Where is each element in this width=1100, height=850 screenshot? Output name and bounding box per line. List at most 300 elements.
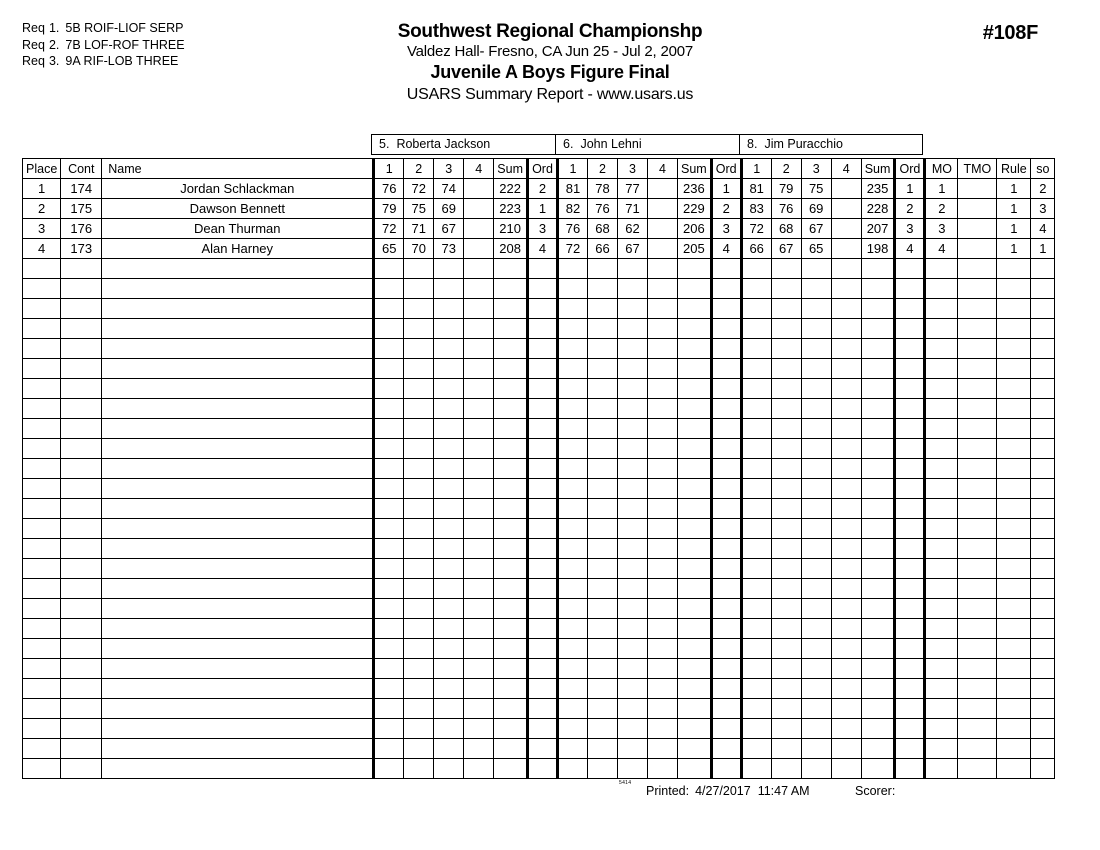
cell-mark: [831, 259, 861, 279]
cell-mo: [925, 759, 958, 779]
cell-mark: 76: [557, 219, 587, 239]
cell-so: [1031, 419, 1055, 439]
cell-sum: 205: [677, 239, 711, 259]
cell-sum: [494, 759, 528, 779]
cell-mark: [831, 179, 861, 199]
cell-sum: [677, 599, 711, 619]
cell-mark: [831, 239, 861, 259]
judge-header: [371, 134, 555, 155]
cell-mark: [434, 759, 464, 779]
cell-mark: [831, 619, 861, 639]
cell-mark: [771, 399, 801, 419]
cell-sum: [494, 419, 528, 439]
cell-ordinal: [527, 719, 557, 739]
cell-mark: 69: [434, 199, 464, 219]
cell-mark: [647, 579, 677, 599]
cell-mo: [925, 459, 958, 479]
cell-sum: [494, 359, 528, 379]
cell-mark: [587, 339, 617, 359]
cell-mark: [831, 279, 861, 299]
cell-place: [23, 279, 61, 299]
cell-sum: [861, 499, 895, 519]
cell-mark: [374, 619, 404, 639]
cell-sum: [677, 399, 711, 419]
cell-mark: [831, 579, 861, 599]
cell-mark: [404, 719, 434, 739]
cell-tmo: [958, 679, 997, 699]
cell-mark: [464, 639, 494, 659]
cell-mark: [557, 479, 587, 499]
cell-rule: [997, 479, 1031, 499]
cell-rule: [997, 439, 1031, 459]
cell-sum: [494, 339, 528, 359]
event-title: Juvenile A Boys Figure Final: [430, 62, 670, 82]
cell-ordinal: 3: [711, 219, 741, 239]
cell-ordinal: [527, 539, 557, 559]
cell-mo: [925, 519, 958, 539]
cell-sum: 207: [861, 219, 895, 239]
cell-mark: [617, 739, 647, 759]
col-header-sum: Sum: [861, 159, 895, 179]
cell-mark: [404, 519, 434, 539]
cell-mark: [404, 539, 434, 559]
cell-mark: [434, 719, 464, 739]
cell-ordinal: [895, 499, 925, 519]
cell-ordinal: [711, 719, 741, 739]
cell-sum: 206: [677, 219, 711, 239]
cell-mark: [404, 559, 434, 579]
cell-ordinal: 1: [711, 179, 741, 199]
cell-ordinal: [895, 639, 925, 659]
cell-mark: [647, 219, 677, 239]
cell-mark: [404, 299, 434, 319]
cell-mark: [404, 639, 434, 659]
cell-mark: [587, 539, 617, 559]
cell-ordinal: [527, 439, 557, 459]
cell-skater-name: [102, 459, 374, 479]
cell-mark: [557, 679, 587, 699]
cell-mark: [617, 359, 647, 379]
results-table-header: [23, 159, 1055, 179]
cell-mark: [374, 319, 404, 339]
cell-mark: [801, 319, 831, 339]
cell-mark: [434, 359, 464, 379]
cell-ordinal: [711, 259, 741, 279]
cell-mark: [801, 419, 831, 439]
cell-mark: 68: [587, 219, 617, 239]
cell-contestant-number: [61, 679, 102, 699]
cell-mark: [464, 299, 494, 319]
cell-mark: [557, 419, 587, 439]
cell-ordinal: [711, 339, 741, 359]
cell-so: [1031, 559, 1055, 579]
cell-mark: [404, 479, 434, 499]
cell-mark: [801, 759, 831, 779]
cell-ordinal: [895, 519, 925, 539]
cell-sum: [677, 759, 711, 779]
table-row: [23, 179, 1055, 199]
cell-mark: [587, 559, 617, 579]
cell-sum: [861, 639, 895, 659]
cell-skater-name: [102, 439, 374, 459]
col-header-mark: 1: [557, 159, 587, 179]
cell-mark: [647, 239, 677, 259]
cell-ordinal: [527, 359, 557, 379]
cell-tmo: [958, 259, 997, 279]
cell-sum: [861, 579, 895, 599]
cell-mark: [464, 239, 494, 259]
cell-mark: [557, 339, 587, 359]
cell-mo: [925, 659, 958, 679]
cell-mark: [741, 539, 771, 559]
cell-mo: [925, 719, 958, 739]
cell-mark: [801, 579, 831, 599]
cell-mark: [801, 399, 831, 419]
cell-sum: [494, 539, 528, 559]
cell-mark: 67: [801, 219, 831, 239]
cell-mark: [801, 459, 831, 479]
cell-mark: [617, 539, 647, 559]
cell-sum: 236: [677, 179, 711, 199]
cell-mark: [374, 499, 404, 519]
cell-mark: [771, 339, 801, 359]
cell-mark: [801, 619, 831, 639]
cell-mark: 67: [771, 239, 801, 259]
cell-mark: [771, 539, 801, 559]
cell-contestant-number: [61, 719, 102, 739]
cell-sum: [494, 499, 528, 519]
cell-mark: [557, 759, 587, 779]
cell-mark: [647, 619, 677, 639]
cell-rule: [997, 719, 1031, 739]
requirement-text: 7B LOF-ROF THREE: [65, 37, 185, 52]
cell-place: [23, 539, 61, 559]
cell-mark: [557, 539, 587, 559]
cell-so: [1031, 699, 1055, 719]
cell-mark: [557, 439, 587, 459]
table-row: [23, 199, 1055, 219]
cell-skater-name: [102, 419, 374, 439]
cell-mark: [464, 179, 494, 199]
cell-mark: [617, 499, 647, 519]
cell-ordinal: [711, 579, 741, 599]
cell-sum: [677, 559, 711, 579]
cell-ordinal: [895, 359, 925, 379]
cell-mark: [464, 679, 494, 699]
cell-skater-name: [102, 299, 374, 319]
table-row-empty: [23, 559, 1055, 579]
cell-contestant-number: [61, 579, 102, 599]
cell-sum: [861, 599, 895, 619]
cell-mark: [771, 619, 801, 639]
cell-mark: [587, 579, 617, 599]
cell-mark: [617, 719, 647, 739]
cell-place: [23, 459, 61, 479]
cell-mark: [404, 499, 434, 519]
cell-place: [23, 619, 61, 639]
cell-mark: [374, 379, 404, 399]
cell-mark: [771, 699, 801, 719]
cell-mark: [801, 359, 831, 379]
cell-mark: 66: [741, 239, 771, 259]
cell-ordinal: [895, 299, 925, 319]
cell-sum: [677, 479, 711, 499]
cell-tmo: [958, 619, 997, 639]
cell-mark: [404, 319, 434, 339]
judge-name: Jim Puracchio: [764, 137, 843, 151]
cell-sum: [677, 459, 711, 479]
report-header: [0, 21, 1100, 105]
cell-so: [1031, 659, 1055, 679]
table-row-empty: [23, 719, 1055, 739]
cell-mark: [464, 499, 494, 519]
cell-mark: [617, 259, 647, 279]
cell-mark: [434, 339, 464, 359]
cell-mark: [771, 759, 801, 779]
cell-mark: 79: [374, 199, 404, 219]
col-header-mark: 4: [464, 159, 494, 179]
table-row-empty: [23, 539, 1055, 559]
cell-mark: [831, 199, 861, 219]
cell-mo: [925, 559, 958, 579]
cell-sum: [861, 259, 895, 279]
cell-rule: [997, 299, 1031, 319]
cell-ordinal: [895, 259, 925, 279]
cell-mo: [925, 739, 958, 759]
cell-mark: [831, 459, 861, 479]
cell-rule: [997, 459, 1031, 479]
table-row-empty: [23, 479, 1055, 499]
cell-mo: [925, 679, 958, 699]
cell-mark: [557, 379, 587, 399]
cell-tmo: [958, 639, 997, 659]
cell-mark: [587, 739, 617, 759]
cell-mark: [404, 419, 434, 439]
cell-sum: [677, 699, 711, 719]
cell-mark: [771, 719, 801, 739]
cell-sum: [494, 559, 528, 579]
cell-ordinal: [527, 259, 557, 279]
cell-mark: [557, 259, 587, 279]
cell-ordinal: [527, 299, 557, 319]
cell-sum: 223: [494, 199, 528, 219]
cell-tmo: [958, 499, 997, 519]
cell-ordinal: [895, 719, 925, 739]
cell-ordinal: 3: [895, 219, 925, 239]
cell-mark: [587, 439, 617, 459]
cell-mark: [374, 279, 404, 299]
cell-sum: [861, 419, 895, 439]
cell-skater-name: [102, 379, 374, 399]
cell-mark: 67: [617, 239, 647, 259]
cell-sum: [861, 319, 895, 339]
cell-mark: [374, 539, 404, 559]
cell-ordinal: [711, 479, 741, 499]
cell-place: [23, 339, 61, 359]
cell-mo: [925, 359, 958, 379]
cell-mark: [831, 479, 861, 499]
cell-ordinal: [895, 759, 925, 779]
table-row: [23, 239, 1055, 259]
cell-tmo: [958, 759, 997, 779]
cell-mark: [741, 279, 771, 299]
cell-mark: [557, 319, 587, 339]
cell-sum: [861, 519, 895, 539]
cell-mark: [374, 339, 404, 359]
cell-sum: [494, 439, 528, 459]
cell-mark: [617, 459, 647, 479]
cell-skater-name: Alan Harney: [102, 239, 374, 259]
cell-mark: [617, 579, 647, 599]
table-row: [23, 219, 1055, 239]
cell-rule: 1: [997, 179, 1031, 199]
cell-so: [1031, 319, 1055, 339]
table-row-empty: [23, 319, 1055, 339]
cell-ordinal: 4: [895, 239, 925, 259]
cell-mo: [925, 299, 958, 319]
cell-mark: [647, 719, 677, 739]
cell-mark: [801, 719, 831, 739]
judge-number: 8.: [747, 137, 758, 151]
cell-mark: [647, 199, 677, 219]
table-row-empty: [23, 459, 1055, 479]
cell-mark: [801, 439, 831, 459]
printed-stamp: [646, 784, 810, 798]
cell-mark: [434, 479, 464, 499]
table-row-empty: [23, 359, 1055, 379]
cell-mark: [831, 359, 861, 379]
cell-mark: [617, 699, 647, 719]
cell-skater-name: Dean Thurman: [102, 219, 374, 239]
cell-contestant-number: 174: [61, 179, 102, 199]
cell-mark: [831, 439, 861, 459]
cell-ordinal: [527, 699, 557, 719]
cell-rule: [997, 499, 1031, 519]
cell-mark: [557, 279, 587, 299]
cell-rule: [997, 619, 1031, 639]
cell-mark: [617, 559, 647, 579]
table-row-empty: [23, 699, 1055, 719]
cell-rule: [997, 699, 1031, 719]
cell-place: [23, 519, 61, 539]
cell-mark: 81: [557, 179, 587, 199]
cell-contestant-number: [61, 699, 102, 719]
col-header-mo: MO: [925, 159, 958, 179]
cell-ordinal: [527, 559, 557, 579]
cell-mark: [617, 339, 647, 359]
cell-mark: [831, 219, 861, 239]
cell-ordinal: [895, 319, 925, 339]
cell-ordinal: [711, 599, 741, 619]
cell-mark: [617, 319, 647, 339]
cell-mark: [587, 459, 617, 479]
cell-sum: [677, 359, 711, 379]
cell-ordinal: [711, 359, 741, 379]
cell-contestant-number: [61, 439, 102, 459]
cell-mark: [557, 559, 587, 579]
cell-so: 2: [1031, 179, 1055, 199]
cell-sum: [494, 399, 528, 419]
cell-rule: [997, 519, 1031, 539]
cell-sum: [861, 659, 895, 679]
cell-sum: [677, 679, 711, 699]
cell-mark: [801, 599, 831, 619]
table-row-empty: [23, 639, 1055, 659]
cell-mark: [831, 639, 861, 659]
cell-ordinal: [895, 439, 925, 459]
cell-skater-name: [102, 579, 374, 599]
printed-date: 4/27/2017: [695, 784, 751, 798]
cell-mark: [374, 659, 404, 679]
cell-tmo: [958, 299, 997, 319]
cell-contestant-number: [61, 419, 102, 439]
cell-ordinal: [527, 579, 557, 599]
cell-mark: [831, 319, 861, 339]
cell-mark: 82: [557, 199, 587, 219]
cell-mark: [404, 399, 434, 419]
cell-ordinal: [527, 519, 557, 539]
cell-place: [23, 479, 61, 499]
cell-mark: [404, 259, 434, 279]
cell-mark: [557, 639, 587, 659]
cell-mark: [374, 299, 404, 319]
cell-mark: [771, 519, 801, 539]
cell-ordinal: [527, 739, 557, 759]
cell-mark: [404, 599, 434, 619]
cell-mark: [464, 519, 494, 539]
cell-mark: [741, 439, 771, 459]
table-row-empty: [23, 339, 1055, 359]
cell-so: [1031, 279, 1055, 299]
requirement-text: 5B ROIF-LIOF SERP: [65, 21, 184, 35]
cell-mark: [464, 419, 494, 439]
cell-tmo: [958, 579, 997, 599]
cell-sum: [677, 319, 711, 339]
cell-mark: [647, 299, 677, 319]
cell-rule: [997, 759, 1031, 779]
cell-mark: [464, 399, 494, 419]
cell-ordinal: [895, 539, 925, 559]
col-header-mark: 1: [374, 159, 404, 179]
cell-ordinal: [527, 499, 557, 519]
cell-mark: [434, 679, 464, 699]
cell-mark: [741, 419, 771, 439]
cell-mark: [801, 299, 831, 319]
cell-mark: [374, 599, 404, 619]
cell-mark: [464, 459, 494, 479]
col-header-mark: 3: [617, 159, 647, 179]
cell-mark: 65: [801, 239, 831, 259]
cell-sum: [494, 579, 528, 599]
cell-ordinal: [711, 679, 741, 699]
cell-ordinal: 4: [527, 239, 557, 259]
cell-mark: [464, 579, 494, 599]
cell-mark: [647, 259, 677, 279]
scorer-label: Scorer:: [855, 784, 896, 798]
cell-contestant-number: [61, 399, 102, 419]
judge-number: 5.: [379, 137, 390, 151]
cell-mark: [374, 679, 404, 699]
cell-mark: [831, 299, 861, 319]
cell-sum: [494, 619, 528, 639]
cell-mo: [925, 599, 958, 619]
cell-mark: [741, 599, 771, 619]
cell-sum: [677, 519, 711, 539]
cell-ordinal: [527, 279, 557, 299]
col-header-sum: Sum: [494, 159, 528, 179]
requirement-number: 2.: [48, 37, 60, 52]
cell-rule: [997, 679, 1031, 699]
